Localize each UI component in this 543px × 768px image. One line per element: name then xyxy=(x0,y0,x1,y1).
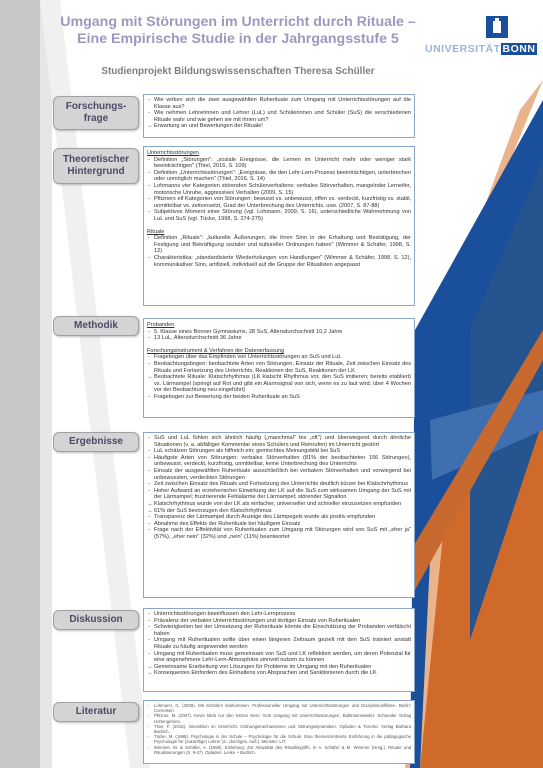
list-item: - Wie nehmen Lehrerinnen und Lehrer (LuL) und Schülerinnen und Schüler (SuS) die verschiedenen Rituale wahr und wie gehen sie mit ihnen um? xyxy=(147,110,411,123)
list-item: - Pfitzners elf Kategorien von Störungen: bewusst vs. unbewusst, offen vs. verdeckt, kurzfristig vs. stabil, unmittelbar vs. zeitversetzt, Grad der Unterbrechung des Unterrichts, usw. (2007, S. 87-88) xyxy=(147,196,411,209)
list-item: - Unterrichtsstörungen beeinflussen den Lehr-Lernprozess xyxy=(147,611,411,618)
list-item: → Beobachtete Rituale: Klatschrhythmus (LK klatscht Rhythmus vor, den SuS imitieren; bereits etabliert) vs. Lärmampel (springt auf Rot und gibt ein Alarmsignal von sich, wenn es zu laut wird; über 4 Wochen vor der Beobachtung neu eingeführt) xyxy=(147,374,411,394)
section-label-methodik: Methodik xyxy=(53,316,139,336)
university-name: UNIVERSITÄT BONN xyxy=(425,43,536,55)
list-item: - Pfitzner, M. (2007). Kevin blieb nur den letzten Nerv: Vom Umgang mit Unterrichtsstörungen. Baltmannsweiler: Schneider Verlag Hohengehren. xyxy=(147,713,411,723)
diskussion-list xyxy=(147,611,411,677)
list-item: - Umgang mit Ruheritualen sollte über einen längeren Zeitraum gezielt mit den SuS trainiert anstatt Rituale zu häufig angewendet werden xyxy=(147,637,411,650)
section-box-hintergrund xyxy=(143,146,415,306)
section-box-forschungsfrage xyxy=(143,94,415,138)
section-box-ergebnisse xyxy=(143,432,415,598)
university-seal-icon xyxy=(483,13,511,41)
hintergrund-list-2 xyxy=(147,235,411,268)
list-item: - Hoher Aufwand an erzieherischer Einwirkung der LK auf die SuS zum wirksamen Umgang der SuS mit der Lärmampel; frustrierende Fehlalarme der Lärmampel; störender Signalton xyxy=(147,488,411,501)
list-item: - Häufigste Arten von Störungen: verbales Störverhalten (81% der beobachteten 156 Störungen), unbewusst, verdeckt, kurzfristig, unmittelbar, keine Unterbrechung des Unterrichts xyxy=(147,455,411,468)
list-item: - Wimmer, M. & Schäfer, A. (1998). Einleitung: Zur Aktualität des Ritualbegriffs. In A. Schäfer & M. Wimmer (Hrsg.), Rituale und Ritualisierungen (S. 9-47). Opladen: Leske + Budrich. xyxy=(147,745,411,755)
list-item: - Lohmann, G. (2009). Mit Schülern klarkommen: Professioneller Umgang mit Unterrichtsstörungen und Disziplinkonflikten. Berlin: Cornelsen. xyxy=(147,703,411,713)
list-item: - Definition „Störungen": „soziale Ereignisse, die Lernen im Unterricht mehr oder weniger stark beeinträchtigen" (Thiel, 2016, S. 109) xyxy=(147,157,411,170)
section-label-literatur: Literatur xyxy=(53,702,139,722)
poster-title: Umgang mit Störungen im Unterricht durch Rituale – Eine Empirische Studie in der Jahrgangsstufe 5 xyxy=(60,14,416,47)
list-item: - Definition „Rituale": „kulturelle Äußerungen, die ihren Sinn in der Erhaltung und Bestätigung, der Festigung und Bekräftigung sozialer und kultureller Ordnungen haben" (Wimmer & Schäfer, 1998, S. 12) xyxy=(147,235,411,255)
list-item: - Zeit zwischen Einsatz des Rituals und Fortsetzung des Unterrichts deutlich kürzer bei Klatschrhythmus xyxy=(147,481,411,488)
list-item: - 13 LuL, Altersdurchschnitt 36 Jahre xyxy=(147,335,411,342)
list-item: - 5. Klasse eines Bonner Gymnasiums, 28 SuS, Altersdurchschnitt 10,2 Jahre xyxy=(147,329,411,336)
section-box-methodik xyxy=(143,318,415,418)
university-logo xyxy=(423,13,541,57)
poster-header xyxy=(52,14,424,77)
list-item: - Schwierigkeiten bei der Umsetzung der Ruherituale könnte die Einschätzung der Probanden verfälscht haben xyxy=(147,624,411,637)
list-item: → 61% der SuS bevorzugen den Klatschrhythmus xyxy=(147,508,411,515)
section-label-ergebnisse: Ergebnisse xyxy=(53,432,139,452)
list-item: - Prävalenz der verbalen Unterrichtsstörungen und dortiger Einsatz von Ruheritualen xyxy=(147,618,411,625)
list-item: - Transparenz der Lärmampel durch Anzeige des Lärmpegels wurde als positiv empfunden xyxy=(147,514,411,521)
list-item: - Definition „Unterrichtsstörungen": „Ereignisse, die den Lehr-Lern-Prozess beeinträchtigen, unterbrechen oder unmöglich machen" (Thiel, 2016, S. 14) xyxy=(147,170,411,183)
section-label-hintergrund: Theoretischer Hintergrund xyxy=(53,148,139,184)
subheading-forschungsinstrument: Forschungsinstrument & Verfahren der Datenerfassung xyxy=(147,347,285,354)
list-item: - Beobachtungsbogen: beobachtete Arten von Störungen, Einsatz der Rituale, Zeit zwischen Einsatz des Rituals und Fortsetzung des Unterrichts, Reaktionen der SuS, Reaktionen der LK xyxy=(147,361,411,374)
list-item: - Frage nach der Effektivität von Ruheritualen zum Umgang mit Störungen wird von SuS mit „eher ja" (57%), „eher nein" (32%) und „nein" (11%) beantwortet xyxy=(147,527,411,540)
list-item: - Fragebogen zur Bewertung der beiden Ruherituale an SuS xyxy=(147,394,411,401)
subheading-probanden: Probanden xyxy=(147,322,175,328)
section-box-literatur xyxy=(143,700,415,764)
list-item: - Thiel, F. (2016). Interaktion im Unterricht: Ordnungsmechanismen und Störungsdynamiken. Opladen & Toronto: Verlag Barbara Budrich. xyxy=(147,724,411,734)
forschungsfrage-list xyxy=(147,97,411,130)
list-item: - SuS und LuL fühlen sich ähnlich häufig („manchmal" bis „oft") und überwiegend durch ähnliche Situationen (v. a. abfälliger Kommentar eines Schülers und Reinrufen) im Unterricht gestört xyxy=(147,435,411,448)
list-item: - Umgang mit Ruheritualen muss gemeinsam von SuS und LK reflektiert werden, um deren Potenzial für eine angenehmere Lehr-Lern-Atmosphäre sinnvoll nutzen zu können xyxy=(147,651,411,664)
list-item: → Klatschrhythmus wurde von der LK als einfacher, universeller und schneller einzusetzen empfunden xyxy=(147,501,411,508)
list-item: - LuL schätzen Störungen als hilfreich ein; gemischtes Meinungsbild bei SuS xyxy=(147,448,411,455)
list-item: → Gemeinsame Erarbeitung von Lösungen für Probleme im Umgang mit den Ruheritualen xyxy=(147,664,411,671)
poster-subtitle: Studienprojekt Bildungswissenschaften Theresa Schüller xyxy=(101,66,375,77)
subheading-rituale: Rituale xyxy=(147,228,165,235)
list-item: - Wie wirken sich die zwei ausgewählten Ruherituale zum Umgang mit Unterrichtsstörungen auf die Klasse aus? xyxy=(147,97,411,110)
list-item: - Tücke, M. (1998). Psychologie in der Schule – Psychologie für die Schule: Eine themenzentrierte Einführung in die pädagogische Psychologie für (zukünftige) Lehrer (2., durchges. Aufl.). Münster: LIT. xyxy=(147,734,411,744)
list-item: → Erwartung an und Bewertungen der Rituale! xyxy=(147,123,411,130)
hintergrund-list-1 xyxy=(147,157,411,223)
methodik-list-1 xyxy=(147,329,411,342)
section-label-forschungsfrage: Forschungs-frage xyxy=(53,96,139,130)
list-item: - Lohmanns vier Kategorien störenden Schülerverhaltens: verbales Störverhalten, mangelnder Lerneifer, motorische Unruhe, aggressives Verhalten (2009, S. 15) xyxy=(147,183,411,196)
list-item: - Charakteristika: „standardisierte Wiederholungen von Handlungen" (Wimmer & Schäfer, 1998, S. 12), kommunikativer Sinn, artifiziell, individuell auf die Gruppe der Ritualisten angepasst xyxy=(147,255,411,268)
section-label-diskussion: Diskussion xyxy=(53,610,139,630)
list-item: - Fragebogen über das Empfinden von Unterrichtsstörungen an SuS und LuL xyxy=(147,354,411,361)
list-item: - Einsatz der ausgewählten Ruherituale ausschließlich bei verbalem Störverhalten und vorwiegend bei unbewussten, verdeckten Störungen xyxy=(147,468,411,481)
literatur-list xyxy=(147,703,411,755)
subheading-unterrichtsstoerungen: Unterrichtsstörungen xyxy=(147,150,199,156)
methodik-list-2 xyxy=(147,354,411,400)
list-item: → Konsequentes Einfordern des Einhaltens von Absprachen und Sanktionieren durch die LK xyxy=(147,670,411,677)
section-box-diskussion xyxy=(143,608,415,692)
ergebnisse-list xyxy=(147,435,411,541)
list-item: - Abnahme des Effekts der Ruherituale bei häufigem Einsatz xyxy=(147,521,411,528)
list-item: - Subjektives Moment einer Störung (vgl. Lohmann, 2009, S. 16), unterschiedliche Wahrnehmung von LuL und SuS (vgl. Tücke, 1998, S. 274-275) xyxy=(147,209,411,222)
